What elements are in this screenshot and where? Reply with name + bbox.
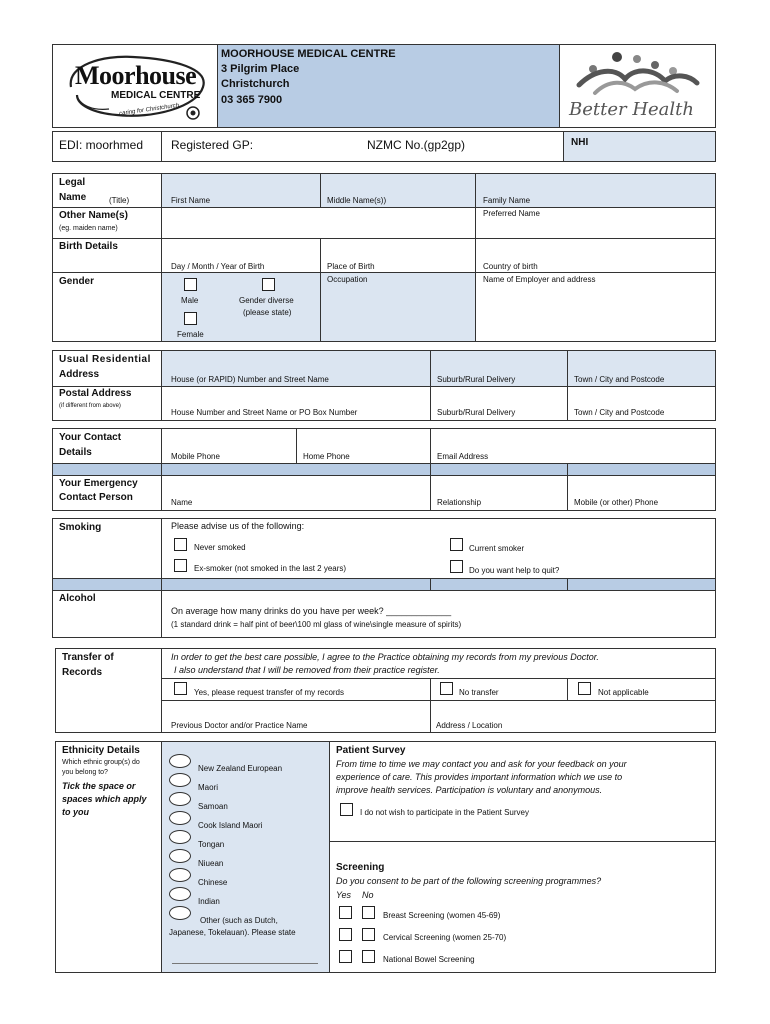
suburb-field[interactable]: Suburb/Rural Delivery <box>437 375 516 384</box>
request-transfer-label: Yes, please request transfer of my records <box>194 688 344 697</box>
better-health-text: Better Health <box>569 99 694 120</box>
ex-smoker-checkbox[interactable] <box>174 559 187 572</box>
address-section <box>52 350 716 421</box>
gender-diverse-checkbox[interactable] <box>262 278 275 291</box>
previous-address-field[interactable]: Address / Location <box>436 721 503 730</box>
maori-option[interactable] <box>169 773 191 787</box>
help-quit-checkbox[interactable] <box>450 560 463 573</box>
logo-tagline: caring for Christchurch <box>118 102 180 118</box>
transfer-label-2: Records <box>62 667 103 678</box>
contact-section <box>52 428 716 511</box>
postal-suburb-field[interactable]: Suburb/Rural Delivery <box>437 408 516 417</box>
title-field-label[interactable]: (Title) <box>109 196 130 205</box>
emergency-contact-label-2: Contact Person <box>59 492 133 503</box>
postal-street-field[interactable]: House Number and Street Name or PO Box Number <box>171 408 358 417</box>
nhi-label: NHI <box>571 137 589 148</box>
birth-details-label: Birth Details <box>59 241 118 252</box>
transfer-label-1: Transfer of <box>62 652 114 663</box>
survey-text-2: experience of care. This provides important information which we use to <box>336 772 623 782</box>
current-smoker-label: Current smoker <box>469 544 525 553</box>
name-label: Name <box>59 192 87 203</box>
help-quit-label: Do you want help to quit? <box>469 566 560 575</box>
occupation-field[interactable]: Occupation <box>327 275 368 284</box>
transfer-consent-1: In order to get the best care possible, I agree to the Practice obtaining my records from my previous Doctor. <box>171 652 599 662</box>
clinic-address-1: 3 Pilgrim Place <box>221 63 300 75</box>
ex-smoker-label: Ex-smoker (not smoked in the last 2 years) <box>194 564 347 573</box>
current-smoker-checkbox[interactable] <box>450 538 463 551</box>
ethnicity-option: Indian <box>198 897 220 906</box>
home-phone-field[interactable]: Home Phone <box>303 452 350 461</box>
ethnicity-option: New Zealand European <box>198 764 283 773</box>
female-checkbox[interactable] <box>184 312 197 325</box>
edi-label: EDI: moorhmed <box>59 138 144 152</box>
ethnicity-option: Chinese <box>198 878 228 887</box>
ethnicity-option: Cook Island Maori <box>198 821 263 830</box>
female-label: Female <box>177 330 204 339</box>
screening-yes-header: Yes <box>336 890 352 900</box>
mobile-phone-field[interactable]: Mobile Phone <box>171 452 220 461</box>
ethnicity-tick-3: to you <box>62 807 89 817</box>
gender-diverse-note: (please state) <box>243 308 292 317</box>
postal-address-label: Postal Address <box>59 388 132 399</box>
alcohol-label: Alcohol <box>59 593 96 604</box>
family-name-field[interactable]: Family Name <box>483 196 531 205</box>
screening-item: National Bowel Screening <box>383 955 475 964</box>
survey-optout-checkbox[interactable] <box>340 803 353 816</box>
indian-option[interactable] <box>169 887 191 901</box>
ethnicity-survey-section <box>55 741 716 973</box>
postal-town-field[interactable]: Town / City and Postcode <box>574 408 665 417</box>
maiden-name-note: (eg. maiden name) <box>59 225 118 232</box>
survey-text-1: From time to time we may contact you and ask for your feedback on your <box>336 759 627 769</box>
clinic-phone: 03 365 7900 <box>221 94 283 106</box>
ethnicity-tick-1: Tick the space or <box>62 781 136 791</box>
residential-address-label-2: Address <box>59 369 100 380</box>
no-transfer-label: No transfer <box>459 688 499 697</box>
smoking-prompt: Please advise us of the following: <box>171 521 305 531</box>
other-ethnicity-option[interactable] <box>169 906 191 920</box>
smoking-alcohol-section <box>52 518 716 638</box>
screening-item: Breast Screening (women 45-69) <box>383 911 501 920</box>
nzmc-label: NZMC No.(gp2gp) <box>367 138 466 152</box>
never-smoked-label: Never smoked <box>194 543 246 552</box>
other-ethnicity-input[interactable] <box>172 963 318 964</box>
screening-question: Do you consent to be part of the following screening programmes? <box>336 876 602 886</box>
legal-label: Legal <box>59 177 86 188</box>
screening-no-header: No <box>362 890 374 900</box>
place-of-birth-field[interactable]: Place of Birth <box>327 262 375 271</box>
other-ethnicity-label-1: Other (such as Dutch, <box>200 916 278 925</box>
town-postcode-field[interactable]: Town / City and Postcode <box>574 375 665 384</box>
cervical-screening-no-checkbox[interactable] <box>362 928 375 941</box>
niuean-option[interactable] <box>169 849 191 863</box>
not-applicable-checkbox[interactable] <box>578 682 591 695</box>
preferred-name-field[interactable]: Preferred Name <box>483 209 540 218</box>
ethnicity-option: Samoan <box>198 802 228 811</box>
chinese-option[interactable] <box>169 868 191 882</box>
logo-subtitle: MEDICAL CENTRE <box>111 90 201 101</box>
survey-optout-label: I do not wish to participate in the Patient Survey <box>360 808 529 817</box>
transfer-consent-2: I also understand that I will be removed from their practice register. <box>174 665 440 675</box>
tongan-option[interactable] <box>169 830 191 844</box>
breast-screening-no-checkbox[interactable] <box>362 906 375 919</box>
no-transfer-checkbox[interactable] <box>440 682 453 695</box>
better-health-logo <box>565 49 715 125</box>
male-label: Male <box>181 296 199 305</box>
middle-name-field[interactable]: Middle Name(s)) <box>327 196 387 205</box>
patient-survey-title: Patient Survey <box>336 745 406 756</box>
gender-diverse-label: Gender diverse <box>239 296 294 305</box>
standard-drink-note: (1 standard drink = half pint of beer\100 ml glass of wine\single measure of spirits) <box>171 620 462 629</box>
emergency-contact-label-1: Your Emergency <box>59 478 138 489</box>
bowel-screening-yes-checkbox[interactable] <box>339 950 352 963</box>
registered-gp-label: Registered GP: <box>171 138 254 152</box>
emergency-name-field[interactable]: Name <box>171 498 193 507</box>
bowel-screening-no-checkbox[interactable] <box>362 950 375 963</box>
relationship-field[interactable]: Relationship <box>437 498 482 507</box>
personal-details <box>52 173 716 342</box>
header <box>52 44 716 128</box>
house-street-field[interactable]: House (or RAPID) Number and Street Name <box>171 375 329 384</box>
ethnicity-option: Maori <box>198 783 219 792</box>
never-smoked-checkbox[interactable] <box>174 538 187 551</box>
residential-address-label-1: Usual Residential <box>59 354 151 365</box>
ethnicity-title: Ethnicity Details <box>62 745 140 756</box>
not-applicable-label: Not applicable <box>598 688 649 697</box>
ethnicity-sub-2: you belong to? <box>62 769 108 776</box>
nz-european-option[interactable] <box>169 754 191 768</box>
cervical-screening-yes-checkbox[interactable] <box>339 928 352 941</box>
alcohol-question[interactable]: On average how many drinks do you have per week? _____________ <box>171 606 452 616</box>
request-transfer-checkbox[interactable] <box>174 682 187 695</box>
clinic-address-2: Christchurch <box>221 78 290 90</box>
first-name-field[interactable]: First Name <box>171 196 211 205</box>
transfer-section <box>55 648 716 733</box>
male-checkbox[interactable] <box>184 278 197 291</box>
cook-island-maori-option[interactable] <box>169 811 191 825</box>
samoan-option[interactable] <box>169 792 191 806</box>
id-row <box>52 131 716 162</box>
email-field[interactable]: Email Address <box>437 452 489 461</box>
screening-title: Screening <box>336 862 385 873</box>
other-ethnicity-label-2: Japanese, Tokelauan). Please state <box>169 928 296 937</box>
ethnicity-tick-2: spaces which apply <box>62 794 147 804</box>
smoking-label: Smoking <box>59 522 102 533</box>
contact-details-label-1: Your Contact <box>59 432 122 443</box>
ethnicity-sub-1: Which ethnic group(s) do <box>62 759 140 766</box>
employer-field[interactable]: Name of Employer and address <box>483 275 596 284</box>
postal-address-note: (if different from above) <box>59 403 121 409</box>
emergency-mobile-field[interactable]: Mobile (or other) Phone <box>574 498 659 507</box>
other-names-label: Other Name(s) <box>59 210 128 221</box>
contact-details-label-2: Details <box>59 447 92 458</box>
screening-item: Cervical Screening (women 25-70) <box>383 933 507 942</box>
previous-doctor-field[interactable]: Previous Doctor and/or Practice Name <box>171 721 308 730</box>
dob-field[interactable]: Day / Month / Year of Birth <box>171 262 265 271</box>
moorhouse-logo <box>63 51 211 123</box>
logo-word: Moorhouse <box>75 61 197 90</box>
ethnicity-option: Tongan <box>198 840 225 849</box>
breast-screening-yes-checkbox[interactable] <box>339 906 352 919</box>
gender-label: Gender <box>59 276 95 287</box>
clinic-name: MOORHOUSE MEDICAL CENTRE <box>221 48 396 60</box>
country-of-birth-field[interactable]: Country of birth <box>483 262 538 271</box>
survey-text-3: improve health services. Participation is voluntary and anonymous. <box>336 785 603 795</box>
ethnicity-option: Niuean <box>198 859 224 868</box>
